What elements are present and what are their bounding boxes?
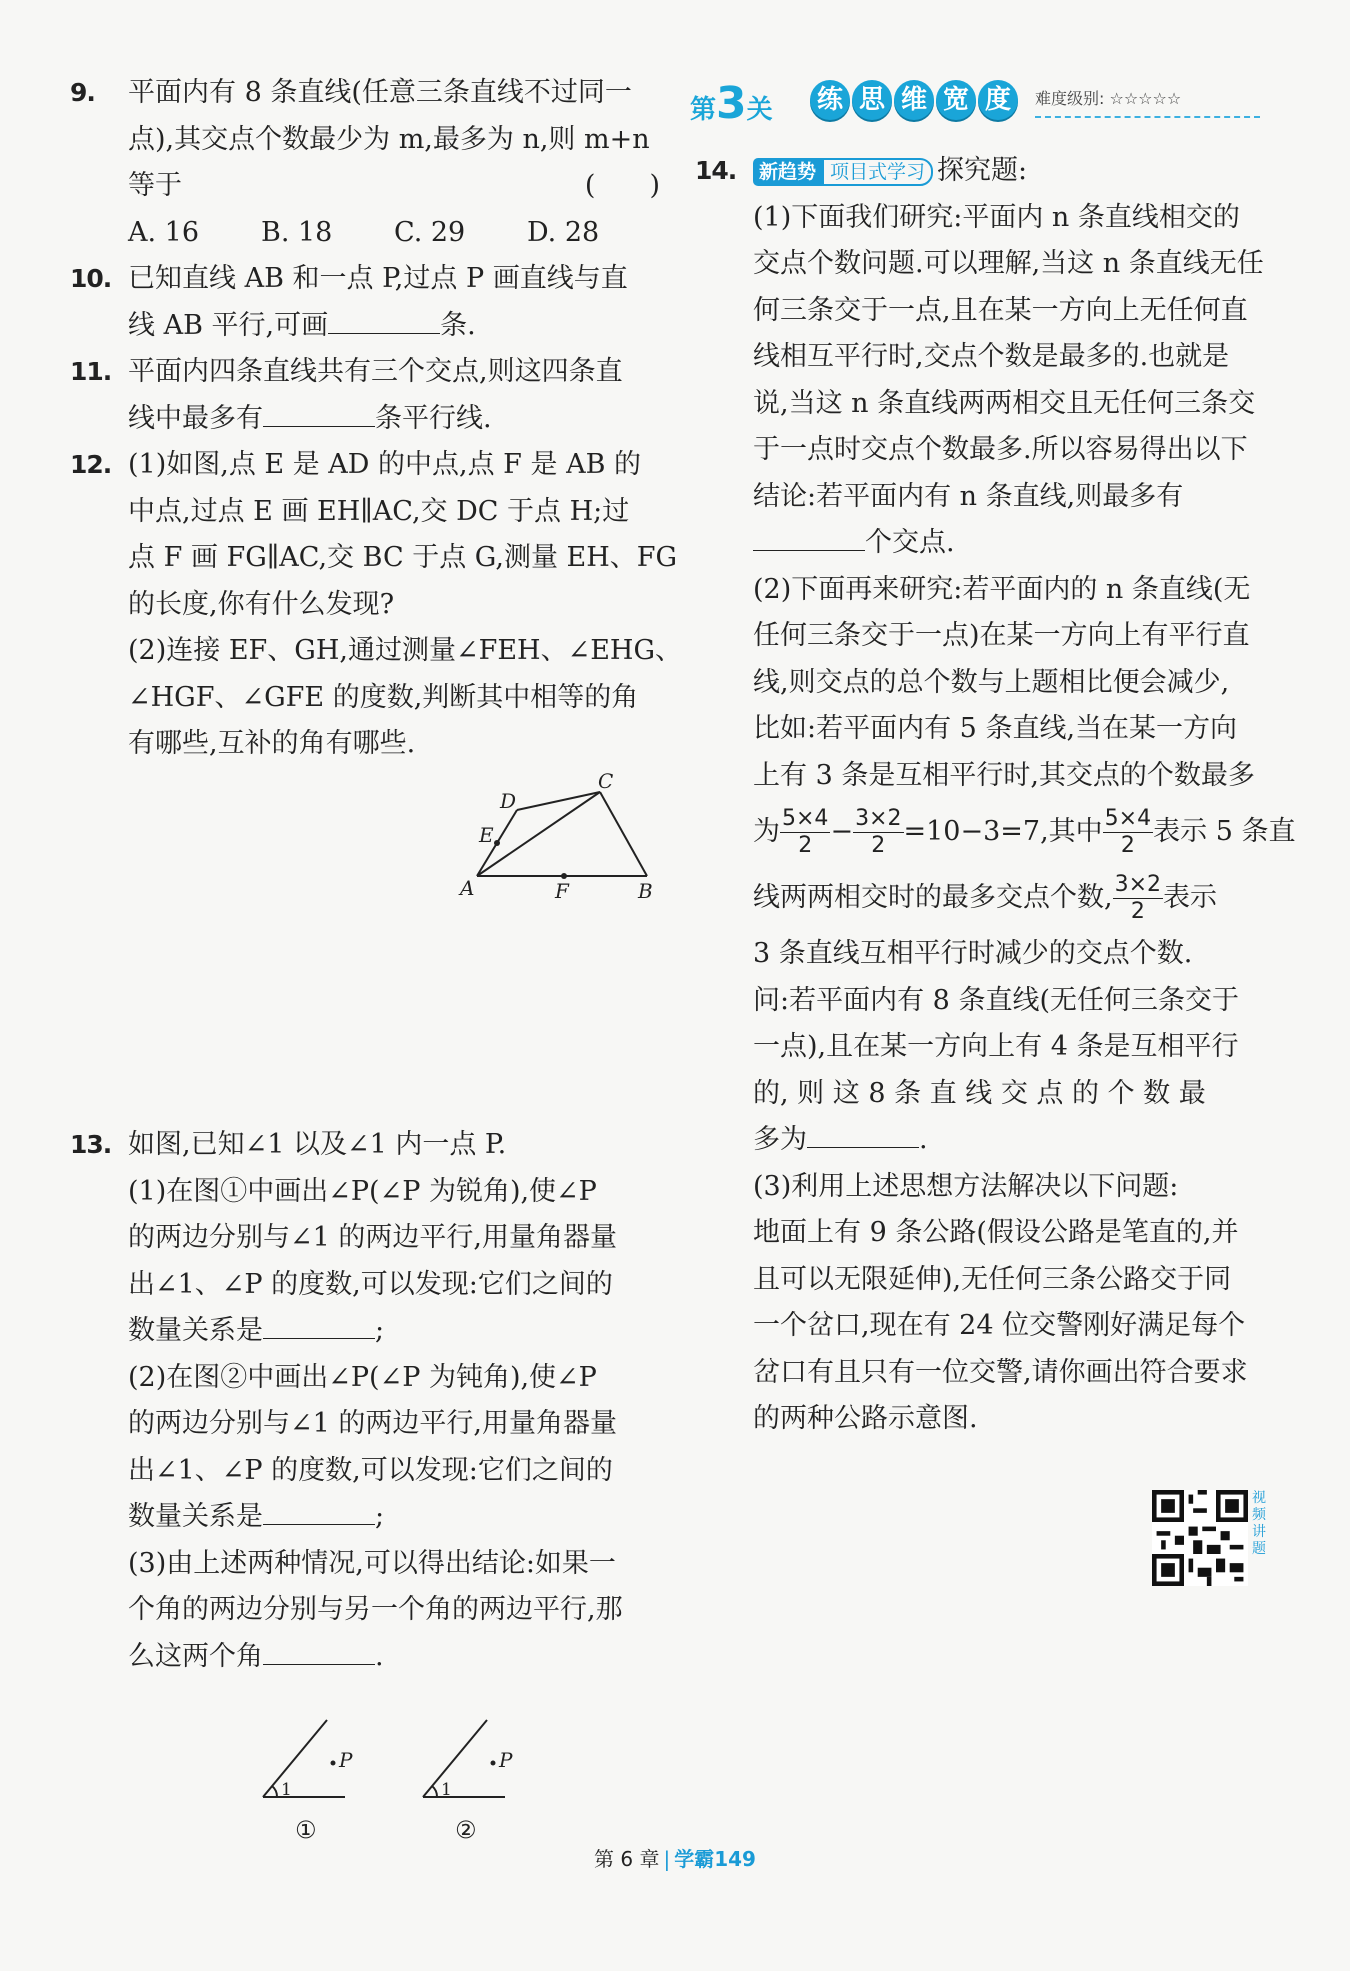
question-text: 线相互平行时,交点个数是最多的.也就是 — [753, 341, 1230, 372]
right-column — [695, 148, 1296, 1443]
answer-blank[interactable] — [263, 1636, 375, 1665]
label-f: F — [555, 879, 569, 903]
question-14 — [695, 148, 1296, 1443]
question-number: 10. — [70, 264, 112, 293]
question-text: 的长度,你有什么发现? — [128, 588, 395, 620]
answer-parentheses[interactable]: ( ) — [584, 170, 660, 201]
question-text: 有哪些,互补的角有哪些. — [128, 728, 416, 759]
angle-arc — [432, 1786, 437, 1797]
question-text: 何三条交于一点,且在某一方向上无任何直 — [753, 294, 1248, 326]
new-trend-tag: 新趋势 — [753, 158, 822, 186]
options — [128, 210, 660, 257]
question-text: 线中最多有 条平行线. — [128, 396, 660, 443]
question-text: 结论:若平面内有 n 条直线,则最多有 — [753, 480, 1184, 512]
page-number: 149 — [714, 1847, 756, 1871]
question-text: (1)下面我们研究:平面内 n 条直线相交的 — [753, 201, 1240, 233]
angle-figure-1 — [255, 1715, 365, 1845]
question-text: 出∠1、∠P 的度数,可以发现:它们之间的 — [128, 1268, 613, 1300]
point-p — [331, 1761, 336, 1766]
question-13-block — [70, 1122, 660, 1680]
question-text: (2)下面再来研究:若平面内的 n 条直线(无 — [753, 573, 1251, 605]
question-text: 地面上有 9 条公路(假设公路是笔直的,并 — [753, 1217, 1239, 1248]
question-text: 平面内四条直线共有三个交点,则这四条直 — [128, 356, 623, 387]
question-text: 的两边分别与∠1 的两边平行,用量角器量 — [128, 1222, 617, 1253]
figure-caption-2: ② — [455, 1816, 477, 1844]
question-text: 一个岔口,现在有 24 位交警刚好满足每个 — [753, 1310, 1246, 1341]
angle-arc — [272, 1786, 277, 1797]
question-text: (3)利用上述思想方法解决以下问题: — [753, 1170, 1179, 1202]
quadrilateral-figure — [455, 770, 670, 910]
formula-line: 为 $\frac{5\times 4}{2}$ − $\frac{3\times 2}{2}$ =10−3=7,其中 $\frac{5\times 4}{2}$ 表示 5 条直 — [753, 806, 1296, 858]
question-text: 岔口有且只有一位交警,请你画出符合要求 — [753, 1356, 1248, 1388]
question-text: 一点),且在某一方向上有 4 条是互相平行 — [753, 1031, 1239, 1062]
question-text: 中点,过点 E 画 EH∥AC,交 DC 于点 H;过 — [128, 495, 630, 527]
question-text: 线,则交点的总个数与上题相比便会减少, — [753, 666, 1230, 698]
qr-code-icon[interactable] — [1152, 1490, 1248, 1586]
question-12 — [70, 442, 683, 768]
question-number: 13. — [70, 1130, 112, 1159]
fraction: $\frac{5\times 4}{2}$ — [1104, 806, 1152, 858]
question-text: 么这两个角 . — [128, 1634, 660, 1681]
qr-video-label: 视频讲题 — [1252, 1490, 1266, 1557]
project-learning-tag: 项目式学习 — [822, 158, 933, 186]
option-d[interactable]: D. 28 — [527, 216, 600, 248]
question-text: 点 F 画 FG∥AC,交 BC 于点 G,测量 EH、FG — [128, 542, 678, 573]
question-text: 比如:若平面内有 5 条直线,当在某一方向 — [753, 713, 1238, 744]
question-9 — [70, 70, 660, 256]
question-number: 12. — [70, 450, 112, 479]
question-text: 的两种公路示意图. — [753, 1403, 978, 1434]
question-number: 9. — [70, 78, 95, 107]
label-b: B — [638, 879, 653, 903]
question-text: 任何三条交于一点)在某一方向上有平行直 — [753, 620, 1250, 651]
left-column — [70, 70, 683, 768]
page-footer: 第 6 章 | 学霸149 — [594, 1847, 756, 1871]
chapter-label: 第 6 章 — [594, 1847, 660, 1871]
difficulty-rating: 难度级别: ☆☆☆☆☆ — [1035, 89, 1182, 108]
label-p: P — [499, 1748, 513, 1772]
question-text: 且可以无限延伸),无任何三条公路交于同 — [753, 1263, 1232, 1295]
question-text: (2)在图②中画出∠P(∠P 为钝角),使∠P — [128, 1361, 597, 1393]
label-a: A — [460, 876, 475, 900]
fraction: $\frac{3\times 2}{2}$ — [855, 806, 902, 858]
question-text: (1)如图,点 E 是 AD 的中点,点 F 是 AB 的 — [128, 449, 641, 480]
brand-label: 学霸 — [674, 1847, 715, 1871]
question-text: (2)连接 EF、GH,通过测量∠FEH、∠EHG、 — [128, 635, 683, 666]
angle-figure-2 — [415, 1715, 525, 1845]
question-number: 11. — [70, 357, 112, 386]
point-p — [491, 1761, 496, 1766]
option-c[interactable]: C. 29 — [394, 216, 466, 248]
question-text: 平面内有 8 条直线(任意三条直线不过同一 — [128, 77, 632, 108]
section-title: 练 思 维 宽 度 — [810, 80, 1018, 120]
question-text: 3 条直线互相平行时减少的交点个数. — [753, 938, 1193, 969]
question-text: 上有 3 条是互相平行时,其交点的个数最多 — [753, 759, 1255, 791]
question-number: 14. — [695, 156, 737, 185]
segment-cb — [600, 792, 647, 876]
answer-blank[interactable] — [263, 398, 375, 427]
question-text: 出∠1、∠P 的度数,可以发现:它们之间的 — [128, 1454, 613, 1486]
section-header — [690, 78, 1270, 128]
question-text: ∠HGF、∠GFE 的度数,判断其中相等的角 — [128, 681, 639, 713]
question-text: 的两边分别与∠1 的两边平行,用量角器量 — [128, 1408, 617, 1439]
question-text: 个交点. — [753, 520, 1285, 567]
label-angle-1: 1 — [281, 1780, 292, 1800]
answer-blank[interactable] — [807, 1119, 919, 1148]
question-10 — [70, 256, 660, 349]
fraction: $\frac{5\times 4}{2}$ — [782, 806, 829, 858]
point-e — [494, 840, 500, 846]
question-text: 点),其交点个数最少为 m,最多为 n,则 m+n — [128, 123, 650, 155]
label-e: E — [479, 823, 494, 847]
label-angle-1: 1 — [441, 1780, 452, 1800]
question-heading: 探究题: — [937, 155, 1028, 186]
question-11 — [70, 349, 660, 442]
question-text: 线 AB 平行,可画 条. — [128, 303, 660, 350]
question-text: 等于 ( ) — [128, 163, 660, 210]
fraction: $\frac{3\times 2}{2}$ — [1114, 872, 1162, 924]
question-text: 数量关系是 ; — [128, 1494, 660, 1541]
question-text: 问:若平面内有 8 条直线(无任何三条交于 — [753, 984, 1239, 1016]
option-a[interactable]: A. 16 — [128, 216, 200, 248]
section-label: 第3关 — [690, 78, 773, 129]
question-text: 数量关系是 ; — [128, 1308, 660, 1355]
question-text: 多为 . — [753, 1117, 1285, 1164]
question-text: 的, 则 这 8 条 直 线 交 点 的 个 数 最 — [753, 1077, 1206, 1109]
label-p: P — [339, 1748, 353, 1772]
answer-blank[interactable] — [328, 305, 440, 334]
question-text: 已知直线 AB 和一点 P,过点 P 画直线与直 — [128, 263, 628, 294]
answer-blank[interactable] — [753, 522, 865, 551]
label-c: C — [598, 770, 614, 793]
question-text: 如图,已知∠1 以及∠1 内一点 P. — [128, 1129, 507, 1160]
question-text: 于一点时交点个数最多.所以容易得出以下 — [753, 434, 1248, 465]
header-divider — [1035, 116, 1260, 118]
question-text: (3)由上述两种情况,可以得出结论:如果一 — [128, 1547, 616, 1579]
question-13 — [70, 1122, 660, 1680]
question-text: 说,当这 n 条直线两两相交且无任何三条交 — [753, 387, 1256, 419]
option-b[interactable]: B. 18 — [261, 216, 333, 248]
question-text: 个角的两边分别与另一个角的两边平行,那 — [128, 1594, 623, 1625]
figure-caption-1: ① — [295, 1816, 317, 1844]
formula-line: 线两两相交时的最多交点个数, $\frac{3\times 2}{2}$ 表示 — [753, 872, 1218, 924]
question-text: (1)在图①中画出∠P(∠P 为锐角),使∠P — [128, 1175, 597, 1207]
label-d: D — [500, 789, 517, 813]
answer-blank[interactable] — [263, 1496, 375, 1525]
answer-blank[interactable] — [263, 1310, 375, 1339]
question-text: 交点个数问题.可以理解,当这 n 条直线无任 — [753, 248, 1264, 279]
